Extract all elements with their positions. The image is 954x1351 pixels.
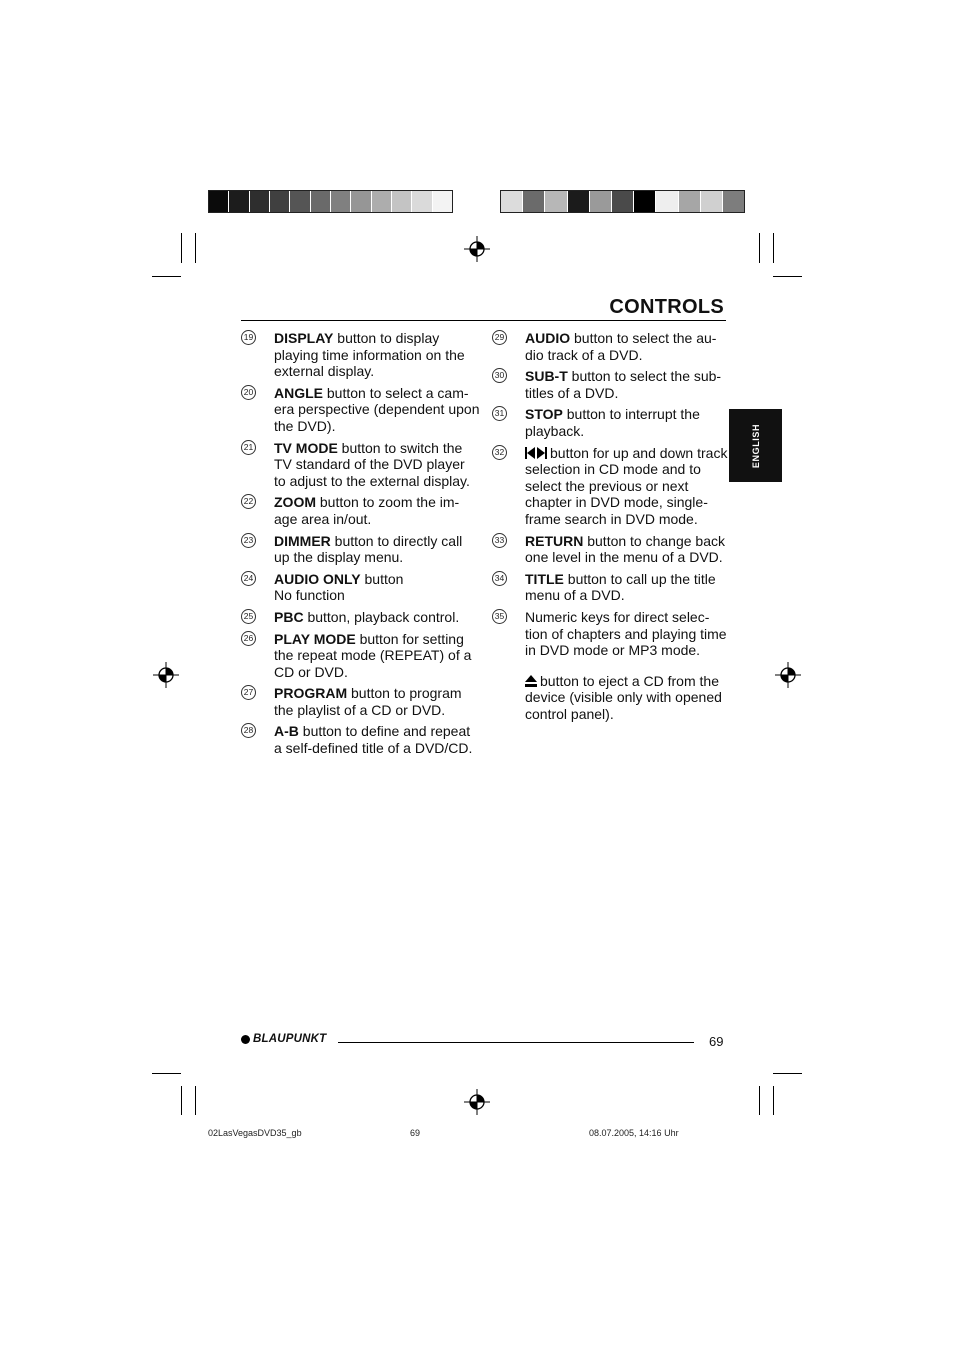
control-name: PLAY MODE xyxy=(274,630,356,647)
crop-mark xyxy=(152,1073,181,1074)
control-name: RETURN xyxy=(525,532,584,549)
color-swatch xyxy=(351,191,371,212)
control-description: button to zoom the im- age area in/out. xyxy=(274,494,460,527)
color-swatch xyxy=(568,191,590,212)
color-swatch xyxy=(523,191,545,212)
footer-rule xyxy=(338,1042,694,1043)
control-name: SUB-T xyxy=(525,368,568,385)
item-number: 30 xyxy=(492,368,507,383)
item-number: 19 xyxy=(241,330,256,345)
item-number: 25 xyxy=(241,609,256,624)
control-name: PROGRAM xyxy=(274,685,348,702)
color-swatch xyxy=(250,191,270,212)
color-swatch xyxy=(331,191,351,212)
color-swatch xyxy=(412,191,432,212)
crop-mark xyxy=(759,1086,760,1115)
item-number: 24 xyxy=(241,571,256,586)
control-item xyxy=(240,385,480,435)
control-name: AUDIO xyxy=(525,330,571,346)
control-description: button for up and down track selection in CD mode and to select the previous or next chapter in DVD mode, single- frame search in DVD mode. xyxy=(525,444,728,527)
item-number: 21 xyxy=(241,440,256,455)
registration-mark-icon xyxy=(153,662,179,688)
color-calibration-bar-left xyxy=(208,190,453,213)
registration-mark-icon xyxy=(464,236,490,262)
controls-list-left xyxy=(240,330,480,762)
crop-mark xyxy=(773,1073,802,1074)
control-description: button to change back one level in the menu of a DVD. xyxy=(525,532,726,566)
registration-mark-icon xyxy=(464,1089,490,1115)
eject-description: button to eject a CD from the device (visible only with opened control panel). xyxy=(525,672,722,722)
color-calibration-bar-right xyxy=(500,190,745,213)
control-item xyxy=(240,723,480,756)
control-description: button to directly call up the display menu. xyxy=(274,532,463,566)
control-item xyxy=(491,445,731,528)
control-name: AUDIO ONLY xyxy=(274,570,361,587)
control-description: button to display playing time information on the external display. xyxy=(274,330,465,380)
crop-mark xyxy=(773,1086,774,1115)
control-description: button to define and repeat a self-defined title of a DVD/CD. xyxy=(274,723,473,757)
control-note: No function xyxy=(274,587,345,604)
control-item xyxy=(491,406,731,439)
item-number: 31 xyxy=(492,406,507,421)
control-item xyxy=(240,440,480,490)
control-description: button to program the playlist of a CD or DVD. xyxy=(274,685,462,718)
color-swatch xyxy=(656,191,678,212)
control-name: A-B xyxy=(274,723,299,740)
color-swatch xyxy=(679,191,701,212)
color-swatch xyxy=(612,191,634,212)
control-description: button to select a cam- era perspective (dependent upon the DVD). xyxy=(274,384,480,434)
brand-dot-icon xyxy=(241,1035,250,1044)
control-description: button to switch the TV standard of the DVD player to adjust to the external display. xyxy=(274,439,470,489)
control-item xyxy=(240,571,480,604)
brand-name: BLAUPUNKT xyxy=(253,1033,327,1045)
color-swatch xyxy=(290,191,310,212)
crop-mark xyxy=(152,276,181,277)
control-name: DIMMER xyxy=(274,532,331,549)
color-swatch xyxy=(723,191,744,212)
color-swatch xyxy=(634,191,656,212)
item-number: 32 xyxy=(492,445,507,460)
control-item xyxy=(491,368,731,401)
crop-mark xyxy=(195,233,196,263)
control-description: button, playback control. xyxy=(303,608,460,625)
eject-icon xyxy=(525,675,537,687)
control-item xyxy=(240,685,480,718)
color-swatch xyxy=(392,191,412,212)
item-number: 23 xyxy=(241,533,256,548)
print-sheet-number: 69 xyxy=(410,1128,421,1138)
color-swatch xyxy=(311,191,331,212)
control-name: TV MODE xyxy=(274,439,338,456)
control-description: button to select the au- dio track of a DVD. xyxy=(525,330,717,363)
item-number: 28 xyxy=(241,723,256,738)
color-swatch xyxy=(209,191,229,212)
item-number: 20 xyxy=(241,385,256,400)
registration-mark-icon xyxy=(775,662,801,688)
control-item xyxy=(491,609,731,659)
item-number: 26 xyxy=(241,631,256,646)
control-description: button xyxy=(360,570,404,587)
print-timestamp: 08.07.2005, 14:16 Uhr xyxy=(589,1128,679,1138)
control-item xyxy=(491,571,731,604)
control-description: button to interrupt the playback. xyxy=(525,406,700,439)
control-item xyxy=(240,609,480,626)
page-title: CONTROLS xyxy=(609,296,724,318)
print-file-name: 02LasVegasDVD35_gb xyxy=(208,1128,302,1138)
control-item xyxy=(240,533,480,566)
crop-mark xyxy=(773,276,802,277)
control-name: TITLE xyxy=(525,570,564,587)
color-swatch xyxy=(545,191,567,212)
item-number: 35 xyxy=(492,609,507,624)
control-item xyxy=(491,330,731,363)
crop-mark xyxy=(181,1086,182,1115)
page-number: 69 xyxy=(709,1034,724,1049)
control-description: Numeric keys for direct selec- tion of chapters and playing time in DVD mode or MP3 mode. xyxy=(525,608,727,659)
control-item xyxy=(240,330,480,380)
control-name: ANGLE xyxy=(274,384,323,401)
control-name: ZOOM xyxy=(274,494,316,511)
item-number: 34 xyxy=(492,571,507,586)
item-number: 27 xyxy=(241,685,256,700)
brand-logo xyxy=(241,1033,326,1045)
title-rule xyxy=(241,320,726,321)
controls-list-right xyxy=(491,330,731,722)
control-description: button to select the sub- titles of a DVD. xyxy=(525,368,722,401)
item-number: 22 xyxy=(241,494,256,509)
color-swatch xyxy=(501,191,523,212)
control-item xyxy=(240,494,480,527)
item-number: 33 xyxy=(492,533,507,548)
control-name: PBC xyxy=(274,608,304,625)
item-number: 29 xyxy=(492,330,507,345)
crop-mark xyxy=(195,1086,196,1115)
control-description: button to call up the title menu of a DVD. xyxy=(525,570,716,604)
eject-note xyxy=(491,673,731,723)
crop-mark xyxy=(773,233,774,263)
color-swatch xyxy=(433,191,452,212)
color-swatch xyxy=(372,191,392,212)
control-item xyxy=(491,533,731,566)
language-tab-label: ENGLISH xyxy=(750,423,761,468)
color-swatch xyxy=(229,191,249,212)
control-description: button for setting the repeat mode (REPEAT) of a CD or DVD. xyxy=(274,630,472,680)
crop-mark xyxy=(181,233,182,263)
color-swatch xyxy=(590,191,612,212)
color-swatch xyxy=(270,191,290,212)
skip-previous-next-icon xyxy=(525,447,547,459)
control-item xyxy=(240,631,480,681)
language-tab xyxy=(729,409,782,482)
control-name: DISPLAY xyxy=(274,330,334,346)
color-swatch xyxy=(701,191,723,212)
control-name: STOP xyxy=(525,406,563,423)
crop-mark xyxy=(759,233,760,263)
